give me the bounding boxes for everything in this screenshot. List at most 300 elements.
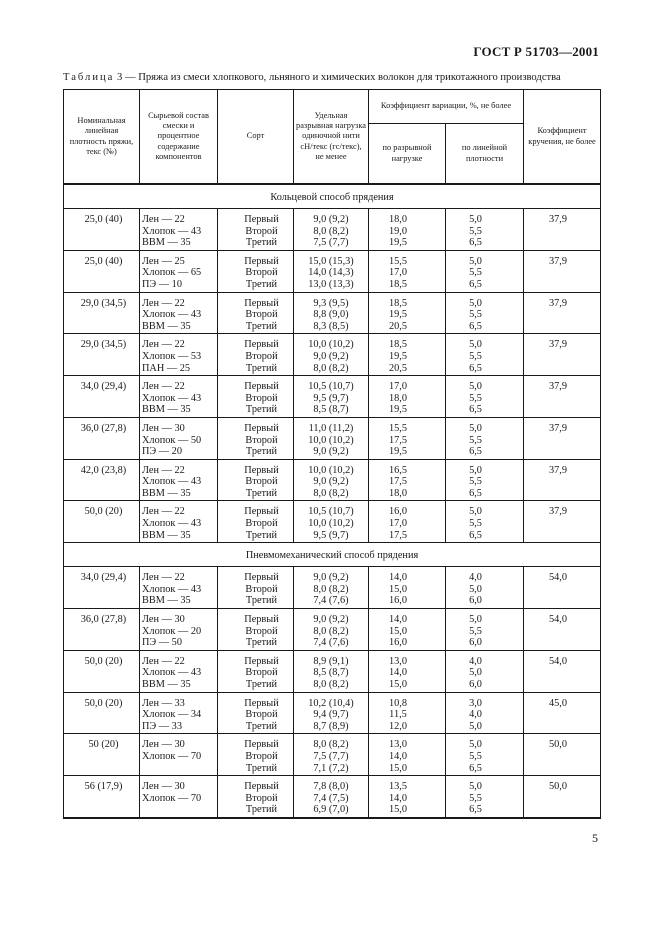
cell-twist: 37,9 [524, 417, 601, 459]
cell-composition-line: Лен — 22 [142, 464, 185, 476]
cell-variation-load [369, 417, 446, 459]
cell-load-line: 8,5 (8,7) [313, 667, 349, 679]
cell-composition [140, 334, 218, 376]
cell-composition-line: Хлопок — 43 [142, 225, 202, 237]
cell-grade-line: Третий [245, 595, 278, 607]
cell-variation-load [369, 209, 446, 251]
cell-variation-load-line: 17,5 [388, 529, 408, 541]
cell-load [294, 734, 369, 776]
cell-variation-load [369, 459, 446, 501]
cell-twist: 37,9 [524, 501, 601, 543]
cell-grade-line: Второй [245, 709, 278, 721]
cell-twist: 37,9 [524, 209, 601, 251]
cell-grade [218, 776, 294, 818]
cell-variation-density [446, 650, 524, 692]
cell-variation-load-line: 14,0 [388, 667, 408, 679]
cell-grade-line: Первый [244, 422, 279, 434]
cell-variation-density [446, 292, 524, 334]
cell-variation-density [446, 250, 524, 292]
cell-load-line: 9,0 (9,2) [313, 214, 349, 225]
cell-grade [218, 567, 294, 609]
cell-composition-line: Лен — 22 [142, 339, 185, 351]
cell-composition-line: ВВМ — 35 [142, 487, 191, 499]
cell-load-line: 7,4 (7,6) [313, 595, 349, 607]
cell-composition [140, 609, 218, 651]
header-var-load: по разрывной нагрузке [369, 124, 446, 185]
cell-variation-load-line: 17,0 [388, 518, 408, 530]
cell-twist: 37,9 [524, 334, 601, 376]
table-row [64, 734, 601, 776]
table-row [64, 417, 601, 459]
table-row [64, 776, 601, 818]
header-composition: Сырьевой состав смески и процентное содержание компонентов [140, 90, 218, 185]
cell-grade-line: Второй [245, 667, 278, 679]
cell-load [294, 209, 369, 251]
cell-grade [218, 334, 294, 376]
cell-grade-line: Второй [245, 583, 278, 595]
cell-twist: 37,9 [524, 250, 601, 292]
cell-load-line: 9,5 (9,7) [313, 392, 349, 404]
cell-composition [140, 776, 218, 818]
cell-composition-line: Лен — 30 [142, 614, 185, 626]
cell-load-line: 9,0 (9,2) [313, 476, 349, 488]
cell-variation-density-line: 6,0 [469, 679, 482, 690]
cell-load-line: 8,7 (8,9) [313, 720, 349, 732]
cell-variation-load-line: 18,0 [388, 392, 408, 404]
cell-load-line: 8,0 (8,2) [313, 679, 349, 690]
cell-composition-line: Хлопок — 20 [142, 625, 202, 637]
cell-variation-density [446, 459, 524, 501]
cell-composition-line: Лен — 30 [142, 422, 185, 434]
caption-label: Таблица [63, 72, 115, 83]
cell-variation-density [446, 734, 524, 776]
cell-variation-density [446, 501, 524, 543]
cell-grade-line: Второй [245, 792, 278, 804]
cell-load [294, 459, 369, 501]
cell-grade-line: Второй [245, 476, 278, 488]
cell-load-line: 11,0 (11,2) [308, 422, 354, 434]
cell-load-line: 9,0 (9,2) [313, 446, 349, 458]
cell-composition-line: ВВМ — 35 [142, 679, 191, 690]
cell-variation-density-line: 6,0 [469, 595, 482, 607]
cell-density: 42,0 (23,8) [64, 459, 140, 501]
cell-load [294, 376, 369, 418]
cell-variation-load-line: 11,5 [389, 709, 407, 721]
cell-variation-load-line: 19,5 [388, 446, 408, 458]
cell-grade [218, 692, 294, 734]
cell-grade-line: Третий [245, 529, 278, 541]
cell-variation-density-line: 5,5 [469, 350, 482, 362]
cell-variation-density [446, 417, 524, 459]
cell-composition-line: ВВМ — 35 [142, 237, 191, 249]
cell-grade-line: Второй [245, 750, 278, 762]
cell-composition-line: ВВМ — 35 [142, 404, 191, 416]
section-row [64, 543, 601, 567]
cell-twist: 45,0 [524, 692, 601, 734]
cell-variation-load-line: 18,0 [388, 214, 408, 225]
cell-load [294, 250, 369, 292]
table-row [64, 376, 601, 418]
cell-grade-line: Второй [245, 518, 278, 530]
cell-density: 29,0 (34,5) [64, 334, 140, 376]
cell-variation-density-line: 5,0 [469, 381, 482, 393]
cell-composition-line: Лен — 33 [142, 697, 185, 709]
cell-load [294, 609, 369, 651]
cell-variation-load-line: 15,5 [388, 422, 408, 434]
cell-composition-line: ПЭ — 50 [142, 637, 182, 649]
cell-load-line: 9,0 (9,2) [313, 614, 349, 626]
cell-grade-line: Первый [244, 697, 279, 709]
cell-composition-line: ПЭ — 10 [142, 278, 182, 290]
cell-composition-line: Хлопок — 43 [142, 518, 202, 530]
cell-variation-load-line: 19,5 [388, 309, 408, 321]
cell-composition-line: Лен — 22 [142, 381, 185, 393]
cell-density: 56 (17,9) [64, 776, 140, 818]
cell-composition [140, 734, 218, 776]
cell-composition-line: Хлопок — 43 [142, 309, 202, 321]
cell-load-line: 8,0 (8,2) [313, 739, 349, 751]
cell-composition-line: Лен — 22 [142, 214, 185, 225]
cell-density: 36,0 (27,8) [64, 609, 140, 651]
cell-composition [140, 417, 218, 459]
cell-variation-density-line: 5,0 [469, 297, 482, 309]
cell-variation-density-line: 6,5 [469, 320, 482, 332]
cell-composition-line: Хлопок — 65 [142, 267, 202, 279]
cell-grade-line: Третий [245, 487, 278, 499]
cell-composition-line: Хлопок — 70 [142, 792, 202, 804]
cell-variation-density-line: 6,5 [469, 404, 482, 416]
cell-variation-load-line: 16,0 [388, 595, 408, 607]
cell-density: 50,0 (20) [64, 650, 140, 692]
cell-variation-density [446, 334, 524, 376]
cell-variation-load [369, 334, 446, 376]
table-row [64, 567, 601, 609]
cell-variation-density-line: 6,5 [469, 487, 482, 499]
cell-variation-load-line: 19,5 [388, 404, 408, 416]
cell-variation-load [369, 692, 446, 734]
caption-number: 3 [117, 72, 123, 83]
cell-composition-line: ПЭ — 33 [142, 720, 182, 732]
cell-variation-density [446, 692, 524, 734]
cell-grade-line: Первый [244, 572, 279, 584]
cell-load-line: 7,8 (8,0) [313, 781, 349, 793]
table-row [64, 334, 601, 376]
cell-variation-density-line: 4,0 [469, 655, 482, 667]
cell-variation-density-line: 6,5 [469, 446, 482, 458]
cell-variation-density-line: 6,5 [469, 529, 482, 541]
cell-load [294, 501, 369, 543]
cell-variation-load-line: 17,0 [388, 381, 408, 393]
cell-load [294, 292, 369, 334]
cell-load-line: 8,5 (8,7) [313, 404, 349, 416]
cell-composition [140, 567, 218, 609]
cell-load-line: 10,0 (10,2) [308, 464, 354, 476]
cell-variation-density-line: 6,0 [469, 637, 482, 649]
header-load: Удельная разрывная нагрузка одиночной нити сН/текс (гс/текс), не менее [294, 90, 369, 185]
cell-variation-load-line: 15,0 [388, 625, 408, 637]
cell-variation-load-line: 19,0 [388, 225, 408, 237]
cell-composition [140, 376, 218, 418]
document-code: ГОСТ Р 51703—2001 [473, 44, 599, 59]
cell-variation-load-line: 10,8 [388, 697, 408, 709]
table-row [64, 692, 601, 734]
cell-density: 34,0 (29,4) [64, 567, 140, 609]
cell-variation-density-line: 5,5 [469, 750, 482, 762]
cell-grade-line: Третий [245, 637, 278, 649]
cell-load-line: 10,5 (10,7) [308, 381, 354, 393]
table-row [64, 650, 601, 692]
cell-variation-density-line: 5,0 [469, 781, 482, 793]
table-row [64, 209, 601, 251]
cell-variation-density-line: 5,0 [469, 214, 482, 225]
cell-variation-density [446, 209, 524, 251]
cell-load-line: 8,0 (8,2) [313, 362, 349, 374]
header-grade: Сорт [218, 90, 294, 185]
cell-grade-line: Первый [244, 255, 279, 267]
cell-composition-line: Лен — 22 [142, 655, 185, 667]
cell-variation-density-line: 3,0 [469, 697, 482, 709]
cell-density: 25,0 (40) [64, 209, 140, 251]
cell-variation-load-line: 14,0 [388, 572, 408, 584]
cell-load-line: 8,0 (8,2) [313, 625, 349, 637]
section-title: Кольцевой способ прядения [64, 184, 601, 209]
cell-load-line: 8,3 (8,5) [313, 320, 349, 332]
cell-grade-line: Второй [245, 625, 278, 637]
cell-variation-load-line: 16,0 [388, 637, 408, 649]
cell-grade-line: Первый [244, 381, 279, 393]
cell-load-line: 6,9 (7,0) [313, 804, 349, 816]
cell-composition-line: Хлопок — 43 [142, 392, 202, 404]
table-row [64, 609, 601, 651]
cell-density: 50,0 (20) [64, 501, 140, 543]
cell-composition-line: Лен — 22 [142, 506, 185, 518]
cell-variation-load-line: 17,5 [388, 434, 408, 446]
cell-twist: 54,0 [524, 567, 601, 609]
cell-composition-line: ВВМ — 35 [142, 529, 191, 541]
cell-grade [218, 209, 294, 251]
cell-load [294, 776, 369, 818]
cell-composition-line: Хлопок — 53 [142, 350, 202, 362]
cell-variation-density-line: 5,0 [469, 720, 482, 732]
cell-load-line: 13,0 (13,3) [308, 278, 354, 290]
cell-load-line: 7,4 (7,6) [313, 637, 349, 649]
cell-variation-load-line: 16,0 [388, 506, 408, 518]
cell-grade [218, 250, 294, 292]
cell-twist: 50,0 [524, 734, 601, 776]
cell-density: 50,0 (20) [64, 692, 140, 734]
cell-grade-line: Второй [245, 309, 278, 321]
cell-load-line: 9,0 (9,2) [313, 350, 349, 362]
cell-composition-line: Лен — 22 [142, 297, 185, 309]
cell-variation-load-line: 15,0 [388, 762, 408, 774]
cell-load [294, 334, 369, 376]
table-header [64, 90, 601, 185]
cell-load [294, 650, 369, 692]
cell-variation-load [369, 501, 446, 543]
cell-grade [218, 417, 294, 459]
cell-composition-line: ВВМ — 35 [142, 320, 191, 332]
cell-composition [140, 501, 218, 543]
cell-variation-load [369, 776, 446, 818]
cell-grade-line: Первый [244, 214, 279, 225]
cell-composition-line: ПЭ — 20 [142, 446, 182, 458]
cell-variation-load-line: 18,5 [388, 339, 408, 351]
cell-load [294, 417, 369, 459]
cell-load-line: 8,9 (9,1) [313, 655, 349, 667]
cell-variation-load-line: 20,5 [388, 362, 408, 374]
cell-load-line: 10,2 (10,4) [308, 697, 354, 709]
header-variation: Коэффициент вариации, %, не более [369, 90, 524, 124]
cell-composition-line: Лен — 25 [142, 255, 185, 267]
cell-density: 36,0 (27,8) [64, 417, 140, 459]
cell-grade-line: Первый [244, 297, 279, 309]
cell-grade-line: Третий [245, 278, 278, 290]
cell-twist: 37,9 [524, 376, 601, 418]
cell-composition [140, 459, 218, 501]
cell-grade-line: Третий [245, 679, 278, 690]
cell-composition [140, 250, 218, 292]
cell-load-line: 15,0 (15,3) [308, 255, 354, 267]
cell-density: 34,0 (29,4) [64, 376, 140, 418]
cell-variation-density [446, 376, 524, 418]
cell-variation-density-line: 6,5 [469, 804, 482, 816]
cell-load-line: 10,0 (10,2) [308, 434, 354, 446]
cell-grade [218, 459, 294, 501]
cell-variation-load [369, 650, 446, 692]
cell-load-line: 8,0 (8,2) [313, 583, 349, 595]
table-caption [63, 72, 603, 83]
cell-load-line: 7,5 (7,7) [313, 237, 349, 249]
cell-composition [140, 650, 218, 692]
cell-variation-load-line: 14,0 [388, 614, 408, 626]
cell-composition-line: Хлопок — 70 [142, 750, 202, 762]
cell-variation-density-line: 6,5 [469, 762, 482, 774]
cell-grade [218, 292, 294, 334]
cell-variation-load-line: 18,0 [388, 487, 408, 499]
cell-composition [140, 692, 218, 734]
table-row [64, 292, 601, 334]
cell-variation-load-line: 15,0 [388, 583, 408, 595]
cell-grade [218, 609, 294, 651]
cell-variation-load [369, 567, 446, 609]
cell-variation-load [369, 376, 446, 418]
cell-composition [140, 292, 218, 334]
cell-composition-line: Лен — 22 [142, 572, 185, 584]
cell-variation-load-line: 14,0 [388, 792, 408, 804]
cell-variation-density-line: 5,5 [469, 267, 482, 279]
cell-composition-line: Лен — 30 [142, 781, 185, 793]
cell-variation-load-line: 15,0 [388, 679, 408, 690]
header-twist: Коэффициент кручения, не более [524, 90, 601, 185]
cell-variation-density-line: 5,5 [469, 518, 482, 530]
cell-variation-load-line: 19,5 [388, 237, 408, 249]
cell-variation-density [446, 609, 524, 651]
cell-composition-line: Лен — 30 [142, 739, 185, 751]
caption-text: — Пряжа из смеси хлопкового, льняного и химических волокон для трикотажного производства [124, 72, 561, 83]
cell-load-line: 9,3 (9,5) [313, 297, 349, 309]
cell-variation-density-line: 6,5 [469, 237, 482, 249]
header-density: Номинальная линейная плотность пряжи, текс (№) [64, 90, 140, 185]
cell-variation-load-line: 17,0 [388, 267, 408, 279]
section-title: Пневмомеханический способ прядения [64, 543, 601, 567]
cell-grade-line: Третий [245, 404, 278, 416]
cell-variation-density [446, 776, 524, 818]
cell-composition-line: ПАН — 25 [142, 362, 191, 374]
cell-grade-line: Первый [244, 739, 279, 751]
cell-grade-line: Первый [244, 781, 279, 793]
cell-grade-line: Второй [245, 267, 278, 279]
cell-composition-line: Хлопок — 43 [142, 583, 202, 595]
cell-load-line: 8,8 (9,0) [313, 309, 349, 321]
cell-grade-line: Первый [244, 614, 279, 626]
cell-grade [218, 650, 294, 692]
cell-load-line: 7,4 (7,5) [313, 792, 349, 804]
cell-grade [218, 501, 294, 543]
cell-load-line: 10,0 (10,2) [308, 339, 354, 351]
cell-grade-line: Первый [244, 464, 279, 476]
cell-variation-density-line: 5,5 [469, 625, 482, 637]
cell-grade-line: Третий [245, 762, 278, 774]
cell-variation-density-line: 4,0 [469, 572, 482, 584]
cell-twist: 54,0 [524, 650, 601, 692]
cell-variation-load-line: 14,0 [388, 750, 408, 762]
cell-twist: 37,9 [524, 459, 601, 501]
cell-variation-load-line: 19,5 [388, 350, 408, 362]
cell-variation-load-line: 13,0 [388, 655, 408, 667]
cell-grade-line: Первый [244, 655, 279, 667]
cell-load-line: 10,0 (10,2) [308, 518, 354, 530]
cell-variation-density-line: 5,0 [469, 506, 482, 518]
cell-composition-line: Хлопок — 50 [142, 434, 202, 446]
cell-variation-density-line: 5,0 [469, 667, 482, 679]
cell-load-line: 10,5 (10,7) [308, 506, 354, 518]
table-row [64, 501, 601, 543]
cell-load-line: 9,0 (9,2) [313, 572, 349, 584]
cell-variation-load-line: 12,0 [388, 720, 408, 732]
cell-variation-load [369, 609, 446, 651]
cell-variation-density-line: 5,0 [469, 255, 482, 267]
cell-load-line: 9,4 (9,7) [313, 709, 349, 721]
cell-grade-line: Третий [245, 237, 278, 249]
cell-variation-load-line: 15,0 [388, 804, 408, 816]
cell-variation-density-line: 5,5 [469, 392, 482, 404]
cell-load [294, 567, 369, 609]
cell-variation-load [369, 250, 446, 292]
cell-variation-density-line: 5,5 [469, 225, 482, 237]
cell-grade-line: Третий [245, 362, 278, 374]
cell-variation-density-line: 5,0 [469, 614, 482, 626]
cell-grade-line: Третий [245, 446, 278, 458]
cell-grade-line: Третий [245, 804, 278, 816]
cell-density: 50 (20) [64, 734, 140, 776]
cell-composition [140, 209, 218, 251]
cell-variation-load-line: 17,5 [388, 476, 408, 488]
cell-grade-line: Второй [245, 392, 278, 404]
cell-variation-density-line: 5,0 [469, 422, 482, 434]
cell-composition-line: ВВМ — 35 [142, 595, 191, 607]
cell-composition-line: Хлопок — 43 [142, 667, 202, 679]
cell-variation-load-line: 18,5 [388, 297, 408, 309]
cell-grade-line: Первый [244, 506, 279, 518]
cell-composition-line: Хлопок — 43 [142, 476, 202, 488]
cell-load-line: 8,0 (8,2) [313, 487, 349, 499]
cell-variation-density-line: 5,5 [469, 792, 482, 804]
cell-load-line: 9,5 (9,7) [313, 529, 349, 541]
cell-variation-density-line: 4,0 [469, 709, 482, 721]
table-body [64, 184, 601, 818]
cell-variation-density-line: 5,0 [469, 739, 482, 751]
cell-load-line: 14,0 (14,3) [308, 267, 354, 279]
